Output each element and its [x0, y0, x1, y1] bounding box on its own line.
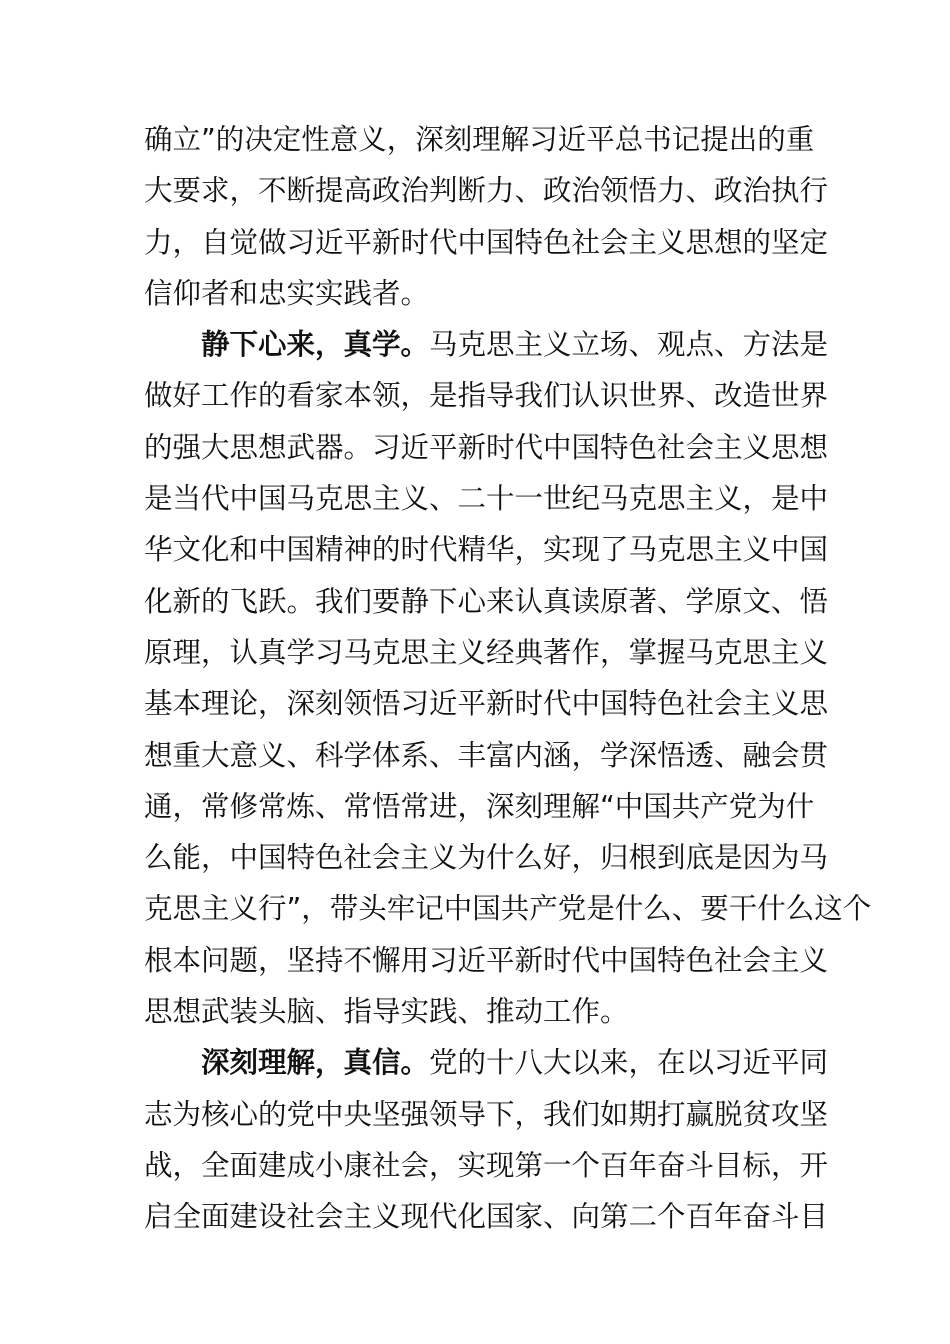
- text-line: 的强大思想武器。习近平新时代中国特色社会主义思想: [144, 430, 829, 464]
- text-line: 么能，中国特色社会主义为什么好，归根到底是因为马: [144, 841, 829, 875]
- text-line: 志为核心的党中央坚强领导下，我们如期打赢脱贫攻坚: [144, 1097, 829, 1131]
- paragraph-lead: 深刻理解，真信。: [201, 1046, 430, 1080]
- text-line: 大要求，不断提高政治判断力、政治领悟力、政治执行: [144, 174, 829, 208]
- paragraph-1: [144, 114, 829, 319]
- text-line: 华文化和中国精神的时代精华，实现了马克思主义中国: [144, 533, 829, 567]
- text-line-rest: 马克思主义立场、观点、方法是: [429, 328, 829, 362]
- text-line: 基本理论，深刻领悟习近平新时代中国特色社会主义思: [144, 687, 829, 721]
- text-line: 化新的飞跃。我们要静下心来认真读原著、学原文、悟: [144, 584, 829, 618]
- paragraph-lead: 静下心来，真学。: [201, 328, 430, 362]
- text-line: 是当代中国马克思主义、二十一世纪马克思主义，是中: [144, 482, 829, 516]
- paragraph-3: [144, 1037, 829, 1242]
- text-line: 战，全面建成小康社会，实现第一个百年奋斗目标，开: [144, 1148, 829, 1182]
- text-line: 想重大意义、科学体系、丰富内涵，学深悟透、融会贯: [144, 738, 829, 772]
- text-line: 根本问题，坚持不懈用习近平新时代中国特色社会主义: [144, 943, 829, 977]
- text-line: 启全面建设社会主义现代化国家、向第二个百年奋斗目: [144, 1200, 829, 1234]
- text-line: 确立”的决定性意义，深刻理解习近平总书记提出的重: [144, 123, 815, 156]
- text-line-first: [144, 319, 829, 370]
- document-body: [144, 114, 872, 1243]
- text-line: 做好工作的看家本领，是指导我们认识世界、改造世界: [144, 379, 829, 413]
- text-line: 信仰者和忠实实践者。: [144, 276, 430, 310]
- text-line: 原理，认真学习马克思主义经典著作，掌握马克思主义: [144, 635, 829, 669]
- text-line: 思想武装头脑、指导实践、推动工作。: [144, 995, 629, 1029]
- text-line: 力，自觉做习近平新时代中国特色社会主义思想的坚定: [144, 225, 829, 259]
- paragraph-2: [144, 319, 872, 1037]
- text-line: 克思主义行”，带头牢记中国共产党是什么、要干什么这个: [144, 892, 872, 926]
- text-line-rest: 党的十八大以来，在以习近平同: [429, 1046, 829, 1080]
- text-line-first: [144, 1037, 829, 1088]
- text-line: 通，常修常炼、常悟常进，深刻理解“中国共产党为什: [144, 789, 815, 823]
